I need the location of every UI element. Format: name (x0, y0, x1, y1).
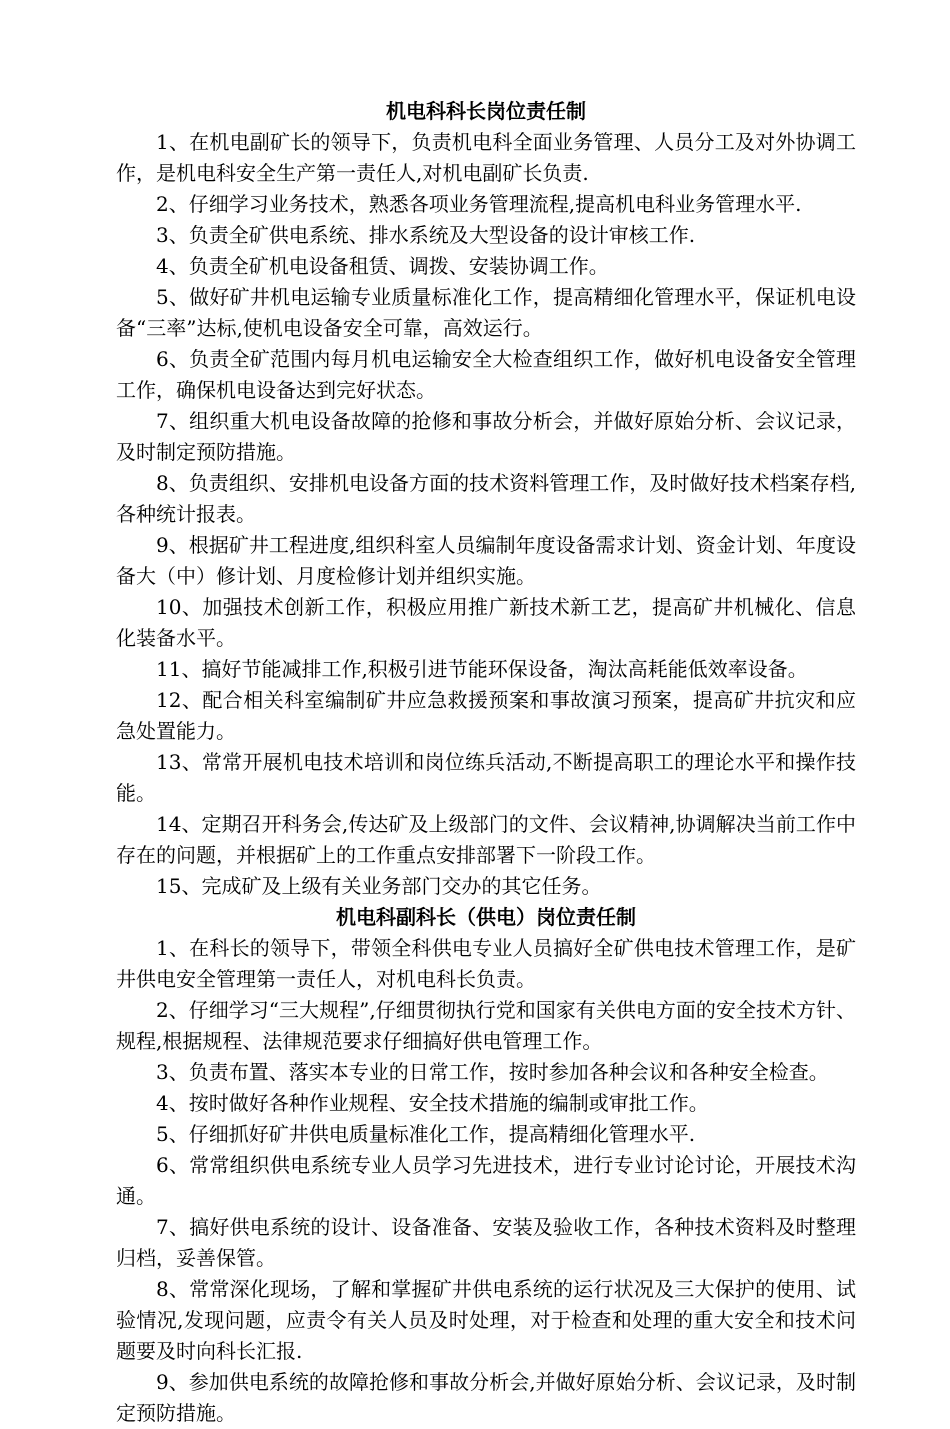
list-item: 12、配合相关科室编制矿井应急救援预案和事故演习预案，提高矿井抗灾和应急处置能力。 (116, 688, 856, 743)
list-item: 5、做好矿井机电运输专业质量标准化工作，提高精细化管理水平，保证机电设备“三率”达标,使机电设备安全可靠，高效运行。 (116, 285, 856, 340)
list-item: 7、组织重大机电设备故障的抢修和事故分析会，并做好原始分析、会议记录，及时制定预防措施。 (116, 409, 856, 464)
list-item: 4、负责全矿机电设备租赁、调拨、安装协调工作。 (156, 254, 609, 278)
list-item: 6、常常组织供电系统专业人员学习先进技术，进行专业讨论讨论，开展技术沟通。 (116, 1153, 856, 1208)
section-title: 机电科科长岗位责任制 (386, 99, 586, 123)
list-item: 11、搞好节能减排工作,积极引进节能环保设备，淘汰高耗能低效率设备。 (156, 657, 808, 681)
list-item: 1、在科长的领导下，带领全科供电专业人员搞好全矿供电技术管理工作，是矿井供电安全管理第一责任人，对机电科长负责。 (116, 936, 856, 991)
list-item: 2、仔细学习业务技术，熟悉各项业务管理流程,提高机电科业务管理水平. (156, 192, 802, 216)
list-item: 1、在机电副矿长的领导下，负责机电科全面业务管理、人员分工及对外协调工作，是机电科安全生产第一责任人,对机电副矿长负责. (116, 130, 856, 185)
list-item: 13、常常开展机电技术培训和岗位练兵活动,不断提高职工的理论水平和操作技能。 (116, 750, 856, 805)
list-item: 5、仔细抓好矿井供电质量标准化工作，提高精细化管理水平. (156, 1122, 696, 1146)
list-item: 9、根据矿井工程进度,组织科室人员编制年度设备需求计划、资金计划、年度设备大（中）修计划、月度检修计划并组织实施。 (116, 533, 856, 588)
list-item: 14、定期召开科务会,传达矿及上级部门的文件、会议精神,协调解决当前工作中存在的问题，并根据矿上的工作重点安排部署下一阶段工作。 (116, 812, 856, 867)
list-item: 4、按时做好各种作业规程、安全技术措施的编制或审批工作。 (156, 1091, 709, 1115)
list-item: 3、负责全矿供电系统、排水系统及大型设备的设计审核工作. (156, 223, 696, 247)
list-item: 6、负责全矿范围内每月机电运输安全大检查组织工作，做好机电设备安全管理工作，确保机电设备达到完好状态。 (116, 347, 856, 402)
list-item: 8、负责组织、安排机电设备方面的技术资料管理工作，及时做好技术档案存档,各种统计报表。 (116, 471, 856, 526)
list-item: 3、负责布置、落实本专业的日常工作，按时参加各种会议和各种安全检查。 (156, 1060, 829, 1084)
list-item: 10、加强技术创新工作，积极应用推广新技术新工艺，提高矿井机械化、信息化装备水平。 (116, 595, 856, 650)
list-item: 2、仔细学习“三大规程”,仔细贯彻执行党和国家有关供电方面的安全技术方针、规程,根据规程、法律规范要求仔细搞好供电管理工作。 (116, 998, 856, 1053)
list-item: 8、常常深化现场，了解和掌握矿井供电系统的运行状况及三大保护的使用、试验情况,发现问题，应责令有关人员及时处理，对于检查和处理的重大安全和技术问题要及时向科长汇报. (116, 1277, 856, 1363)
section-title: 机电科副科长（供电）岗位责任制 (336, 905, 636, 929)
document-page (116, 96, 856, 1429)
list-item: 9、参加供电系统的故障抢修和事故分析会,并做好原始分析、会议记录，及时制定预防措施。 (116, 1370, 856, 1425)
list-item: 15、完成矿及上级有关业务部门交办的其它任务。 (156, 874, 602, 898)
list-item: 7、搞好供电系统的设计、设备准备、安装及验收工作，各种技术资料及时整理归档，妥善保管。 (116, 1215, 856, 1270)
